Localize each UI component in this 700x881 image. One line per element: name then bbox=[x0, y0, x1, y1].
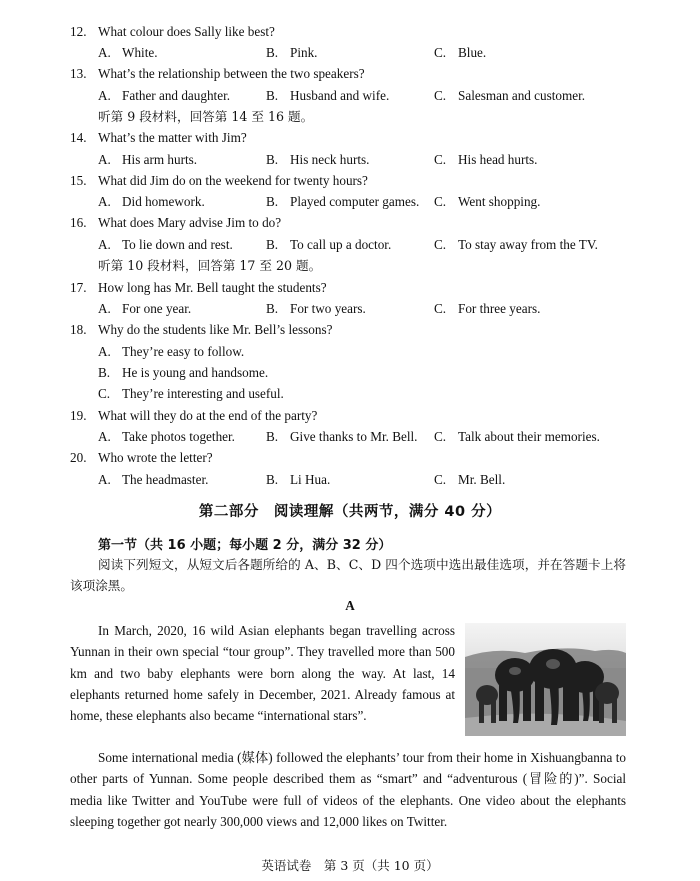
question-text: What will they do at the end of the party? bbox=[98, 408, 318, 423]
option-a[interactable]: A. White. bbox=[98, 45, 158, 60]
part-two-title: 第二部分 阅读理解（共两节，满分 40 分） bbox=[198, 504, 502, 520]
question-text: What colour does Sally like best? bbox=[98, 24, 275, 39]
question-number: 20. bbox=[70, 450, 87, 465]
option-c[interactable]: C. Blue. bbox=[434, 45, 487, 60]
option-b[interactable]: B. Li Hua. bbox=[266, 472, 331, 487]
question-text: Why do the students like Mr. Bell’s lessons? bbox=[98, 322, 333, 337]
option-b[interactable]: B. His neck hurts. bbox=[266, 152, 370, 167]
question-number: 19. bbox=[70, 408, 87, 423]
option-b[interactable]: B. He is young and handsome. bbox=[98, 365, 269, 380]
option-c[interactable]: C. To stay away from the TV. bbox=[434, 237, 598, 252]
option-b[interactable]: B. To call up a doctor. bbox=[266, 237, 392, 252]
passage-label: A bbox=[345, 598, 355, 613]
passage-paragraph-1: In March, 2020, 16 wild Asian elephants began travelling across Yunnan in their own special “tour group”. They travelled more than 500 km and two baby elephants were born along the way. At last, 14 elephants returned home safely in December, 2021. Already famous at home, these elephants also became “international stars”. bbox=[70, 623, 455, 724]
passage-paragraph-2: Some international media (媒体) followed the elephants’ tour from their home in Xishuangbanna to other parts of Yunnan. Some people described them as “smart” and “adventurous (冒险的)”. Social media like Twitter and YouTube were full of videos of the elephants. One video about the elephants sleeping together got nearly 300,000 views and 12,000 likes on Twitter. bbox=[70, 750, 626, 829]
option-b[interactable]: B. For two years. bbox=[266, 301, 366, 316]
option-a[interactable]: A. Did homework. bbox=[98, 194, 205, 209]
option-c[interactable]: C. For three years. bbox=[434, 301, 541, 316]
option-b[interactable]: B. Played computer games. bbox=[266, 194, 420, 209]
question-text: Who wrote the letter? bbox=[98, 450, 213, 465]
option-a[interactable]: A. For one year. bbox=[98, 301, 192, 316]
option-a[interactable]: A. His arm hurts. bbox=[98, 152, 198, 167]
option-c[interactable]: C. Salesman and customer. bbox=[434, 88, 586, 103]
page-footer: 英语试卷 第 3 页（共 10 页） bbox=[261, 858, 439, 873]
question-number: 17. bbox=[70, 280, 87, 295]
option-a[interactable]: A. To lie down and rest. bbox=[98, 237, 233, 252]
option-b[interactable]: B. Give thanks to Mr. Bell. bbox=[266, 429, 418, 444]
section-one-heading: 第一节（共 16 小题；每小题 2 分，满分 32 分） bbox=[98, 538, 392, 553]
question-number: 18. bbox=[70, 322, 87, 337]
question-text: How long has Mr. Bell taught the students? bbox=[98, 280, 327, 295]
option-c[interactable]: C. Went shopping. bbox=[434, 194, 541, 209]
option-a[interactable]: A. The headmaster. bbox=[98, 472, 209, 487]
option-b[interactable]: B. Pink. bbox=[266, 45, 318, 60]
question-number: 12. bbox=[70, 24, 87, 39]
option-c[interactable]: C. They’re interesting and useful. bbox=[98, 386, 284, 401]
option-c[interactable]: C. Talk about their memories. bbox=[434, 429, 600, 444]
question-text: What does Mary advise Jim to do? bbox=[98, 215, 282, 230]
option-b[interactable]: B. Husband and wife. bbox=[266, 88, 390, 103]
option-c[interactable]: C. His head hurts. bbox=[434, 152, 538, 167]
question-number: 13. bbox=[70, 66, 87, 81]
exam-page: 12. What colour does Sally like best? A. White. B. Pink. C. Blue. 13. What’s the relationship between the two speakers? A. Father and daughter. B. Husband and wife. C. Salesman and customer. 听第 9 段材料，回答第 14 至 16 题。 14. What’s the matter with Jim? A. His arm hurts. B. His neck hurts. C. His head hurts. 15. What did Jim do on the weekend for twenty hours? A. Did homework. B. Played computer games. C. Went shopping. 16. What does Mary advise Jim to do? A. To lie down and rest. B. To call up a doctor. C. To stay away from the TV. 听第 10 段材料，回答第 17 至 20 题。 17. How long has Mr. Bell taught the students? A. For one year. B. For two years. C. For three years. 18. Why do the students like Mr. Bell’s lessons? A. They’re easy to follow. B. He is young and handsome. C. They’re interesting and useful. 19. What will they do at the end of the party? A. Take photos together. B. Give thanks to Mr. Bell. C. Talk about their memories. 20. Who wrote the letter? A. The headmaster. B. Li Hua. C. Mr. Bell. 第二部分 阅读理解（共两节，满分 40 分） 第一节（共 16 小题；每小题 2 分，满分 32 分） 阅读下列短文，从短文后各题所给的 A、B、C、D 四个选项中选出最佳选项，并在答题卡上将该项涂黑。 A In March, 2020, 16 wild Asian elephants began travelling across Yunnan in their own special “tour group”. They travelled more than 500 km and two baby elephants were born along the way. At last, 14 elephants returned home safely in December, 2021. Already famous at home, these elephants also became “international stars”. Some international media (媒体) followed the elephants’ tour from their home in Xishuangbanna to other parts of Yunnan. Some people described them as “smart” and “adventurous (冒险的)”. Social media like Twitter and YouTube were full of videos of the elephants. One video about the elephants sleeping together got nearly 300,000 views and 12,000 likes on Twitter. 英语试卷 第 3 页（共 10 页） bbox=[0, 0, 700, 881]
question-number: 15. bbox=[70, 173, 87, 188]
question-number: 16. bbox=[70, 215, 87, 230]
question-text: What did Jim do on the weekend for twenty hours? bbox=[98, 173, 368, 188]
option-c[interactable]: C. Mr. Bell. bbox=[434, 472, 506, 487]
question-number: 14. bbox=[70, 130, 87, 145]
option-a[interactable]: A. Take photos together. bbox=[98, 429, 235, 444]
elephant-photo bbox=[465, 623, 626, 736]
reading-instruction: 阅读下列短文，从短文后各题所给的 A、B、C、D 四个选项中选出最佳选项，并在答题卡上将该项涂黑。 bbox=[70, 557, 626, 593]
option-a[interactable]: A. They’re easy to follow. bbox=[98, 344, 245, 359]
question-text: What’s the relationship between the two speakers? bbox=[98, 66, 365, 81]
option-a[interactable]: A. Father and daughter. bbox=[98, 88, 231, 103]
question-text: What’s the matter with Jim? bbox=[98, 130, 247, 145]
